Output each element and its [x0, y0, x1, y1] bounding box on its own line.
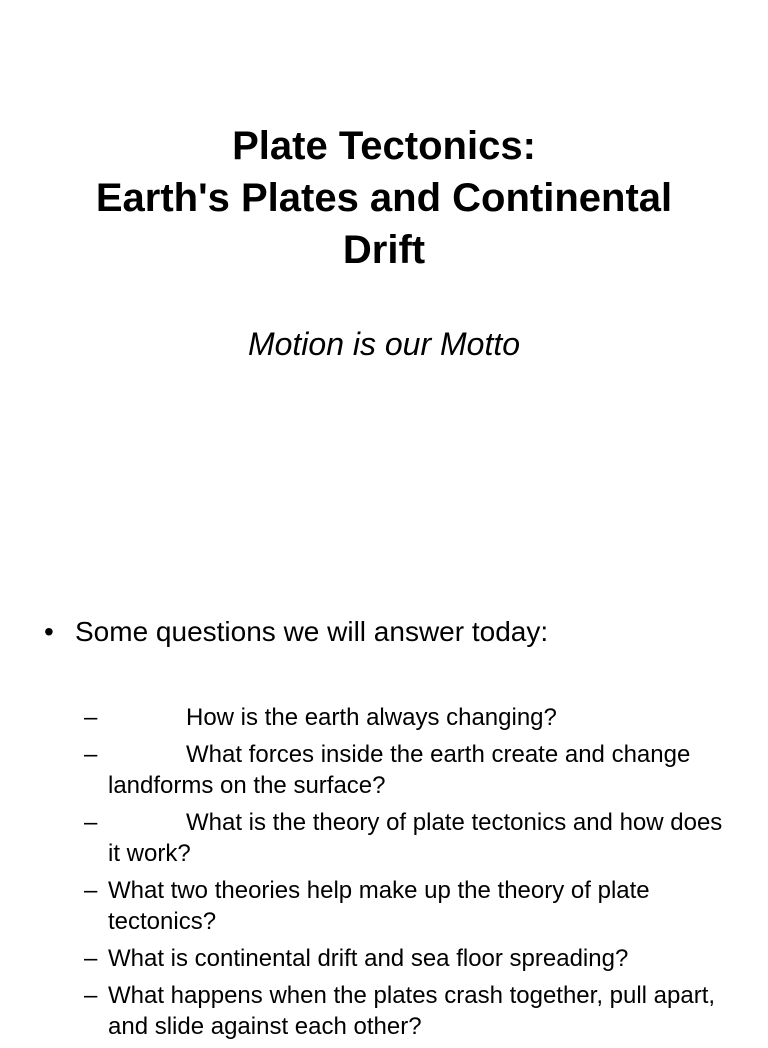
list-item: [84, 943, 724, 974]
dash-marker: –: [84, 982, 98, 1009]
bullet-text: Some questions we will answer today:: [75, 616, 549, 647]
question-text: What happens when the plates crash together, pull apart, and slide against each other?: [108, 982, 716, 1040]
dash-marker: –: [84, 741, 98, 768]
list-item: [84, 702, 724, 733]
question-text: What is the theory of plate tectonics and how does it work?: [108, 809, 723, 867]
list-item: [84, 980, 724, 1042]
bullet-marker: •: [44, 616, 54, 647]
question-text: What is continental drift and sea floor spreading?: [108, 945, 629, 972]
title-line-3: Drift: [342, 228, 426, 272]
slide-title: [40, 120, 728, 276]
dash-marker: –: [84, 809, 98, 836]
list-item: [84, 875, 724, 937]
list-item: [84, 807, 724, 869]
question-text: What forces inside the earth create and change landforms on the surface?: [108, 741, 691, 799]
question-text: What two theories help make up the theory of plate tectonics?: [108, 877, 650, 935]
title-line-1: Plate Tectonics:: [232, 124, 536, 168]
dash-marker: –: [84, 945, 98, 972]
title-line-2: Earth's Plates and Continental: [95, 176, 673, 220]
dash-marker: –: [84, 704, 98, 731]
bullet-heading: [44, 612, 548, 652]
list-item: [84, 739, 724, 801]
question-text: How is the earth always changing?: [186, 704, 557, 731]
slide-subtitle: Motion is our Motto: [247, 326, 521, 362]
dash-marker: –: [84, 877, 98, 904]
question-list: [84, 702, 724, 1048]
